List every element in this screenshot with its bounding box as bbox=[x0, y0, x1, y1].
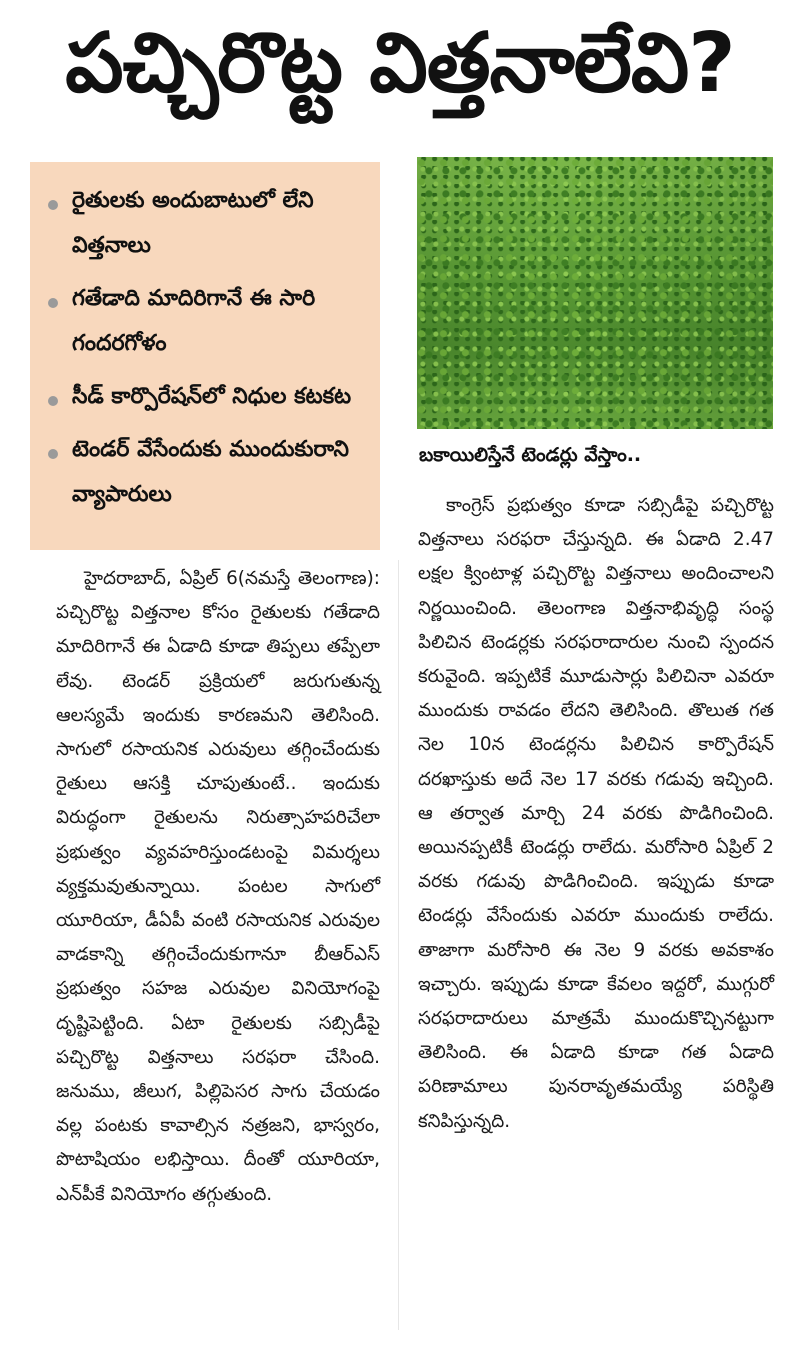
highlight-text: రైతులకు అందుబాటులో లేని విత్తనాలు bbox=[72, 188, 314, 258]
photo-shading bbox=[417, 157, 773, 429]
article-paragraph: కాంగ్రెస్ ప్రభుత్వం కూడా సబ్సిడీపై పచ్చిరొట్ట విత్తనాలు సరఫరా చేస్తున్నది. ఈ ఏడాది 2.47 లక్షల క్వింటాళ్ల పచ్చిరొట్ట విత్తనాలు అందించాలని నిర్ణయించింది. తెలంగాణ విత్తనాభివృద్ధి సంస్థ పిలిచిన టెండర్లకు సరఫరాదారుల నుంచి స్పందన కరువైంది. ఇప్పటికే మూడుసార్లు పిలిచినా ఎవరూ ముందుకు రావడం లేదని తెలిసింది. తొలుత గత నెల 10న టెండర్లను పిలిచిన కార్పొరేషన్ దరఖాస్తుకు అదే నెల 17 వరకు గడువు ఇచ్చింది. ఆ తర్వాత మార్చి 24 వరకు పొడిగించింది. అయినప్పటికీ టెండర్లు రాలేదు. మరోసారి ఏప్రిల్ 2 వరకు గడువు పొడిగించింది. ఇప్పుడు కూడా టెండర్లు వేసేందుకు ఎవరూ ముందుకు రాలేదు. తాజాగా మరోసారి ఈ నెల 9 వరకు అవకాశం ఇచ్చారు. ఇప్పుడు కూడా కేవలం ఇద్దరో, ముగ్గురో సరఫరాదారులు మాత్రమే ముందుకొచ్చినట్టుగా తెలిసింది. ఈ ఏడాది కూడా గత ఏడాది పరిణామాలు పునరావృతమయ్యే పరిస్థితి కనిపిస్తున్నది. bbox=[418, 495, 774, 1132]
highlights-box bbox=[30, 162, 380, 550]
highlight-text: టెండర్ వేసేందుకు ముందుకురాని వ్యాపారులు bbox=[72, 437, 349, 507]
highlight-text: సీడ్ కార్పొరేషన్‌లో నిధుల కటకట bbox=[72, 384, 352, 409]
highlight-item bbox=[48, 276, 366, 366]
bullet-icon bbox=[48, 298, 58, 308]
highlight-text: గతేడాది మాదిరిగానే ఈ సారి గందరగోళం bbox=[72, 286, 316, 356]
article-body-left bbox=[56, 562, 380, 1342]
article-body-right bbox=[418, 489, 774, 1339]
photo-caption: బకాయిలిస్తేనే టెండర్లు వేస్తాం.. bbox=[419, 444, 642, 466]
highlight-item bbox=[48, 374, 366, 419]
column-divider bbox=[398, 560, 399, 1330]
green-crop-field-photo bbox=[417, 157, 773, 429]
bullet-icon bbox=[48, 449, 58, 459]
bullet-icon bbox=[48, 396, 58, 406]
highlight-item bbox=[48, 427, 366, 517]
article-paragraph: హైదరాబాద్, ఏప్రిల్ 6(నమస్తే తెలంగాణ): పచ్చిరొట్ట విత్తనాల కోసం రైతులకు గతేడాది మాదిరిగానే ఈ ఏడాది కూడా తిప్పలు తప్పేలా లేవు. టెండర్ ప్రక్రియలో జరుగుతున్న ఆలస్యమే ఇందుకు కారణమని తెలిసింది. సాగులో రసాయనిక ఎరువులు తగ్గించేందుకు రైతులు ఆసక్తి చూపుతుంటే.. ఇందుకు విరుద్ధంగా రైతులను నిరుత్సాహపరిచేలా ప్రభుత్వం వ్యవహరిస్తుండటంపై విమర్శలు వ్యక్తమవుతున్నాయి. పంటల సాగులో యూరియా, డీఏపీ వంటి రసాయనిక ఎరువుల వాడకాన్ని తగ్గించేందుకుగానూ బీఆర్‌ఎస్ ప్రభుత్వం సహజ ఎరువుల వినియోగంపై దృష్టిపెట్టింది. ఏటా రైతులకు సబ్సిడీపై పచ్చిరొట్ట విత్తనాలు సరఫరా చేసింది. జనుము, జీలుగ, పిల్లిపెసర సాగు చేయడం వల్ల పంటకు కావాల్సిన నత్రజని, భాస్వరం, పొటాషియం లభిస్తాయి. దీంతో యూరియా, ఎన్‌పీకే వినియోగం తగ్గుతుంది. bbox=[56, 568, 380, 1205]
headline: పచ్చిరొట్ట విత్తనాలేవి? bbox=[65, 15, 735, 111]
highlight-item bbox=[48, 178, 366, 268]
bullet-icon bbox=[48, 200, 58, 210]
